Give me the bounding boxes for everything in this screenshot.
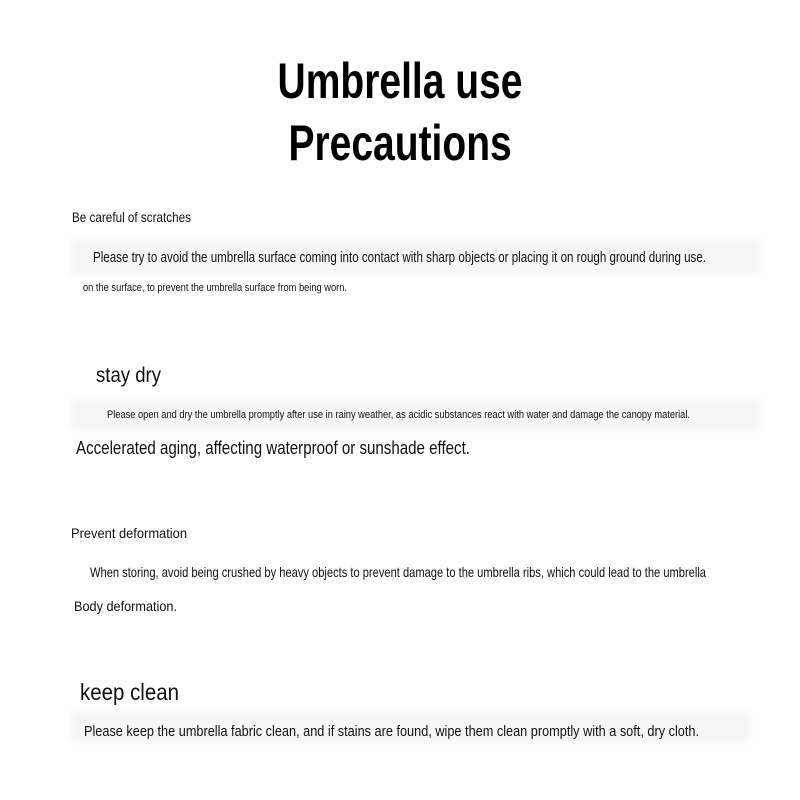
section-text: Please try to avoid the umbrella surface coming into contact with sharp objects or placing it on rough ground during use. <box>93 249 706 266</box>
section-text: Accelerated aging, affecting waterproof or sunshade effect. <box>76 438 470 458</box>
page-title-line1: Umbrella use <box>277 53 523 109</box>
section-heading-keep-clean: keep clean <box>80 679 179 705</box>
section-text: Body deformation. <box>74 598 177 614</box>
section-text: on the surface, to prevent the umbrella surface from being worn. <box>83 282 347 294</box>
section-text: When storing, avoid being crushed by heavy objects to prevent damage to the umbrella ribs, which could lead to the umbrella <box>90 564 706 580</box>
section-heading-stay-dry: stay dry <box>96 364 161 387</box>
page-title-line2: Precautions <box>288 115 512 171</box>
section-heading-deformation: Prevent deformation <box>71 525 187 541</box>
section-text: Please keep the umbrella fabric clean, and if stains are found, wipe them clean promptly with a soft, dry cloth. <box>84 723 699 740</box>
section-heading-scratches: Be careful of scratches <box>72 209 191 225</box>
section-text: Please open and dry the umbrella promptly after use in rainy weather, as acidic substances react with water and damage the canopy material. <box>107 409 690 421</box>
